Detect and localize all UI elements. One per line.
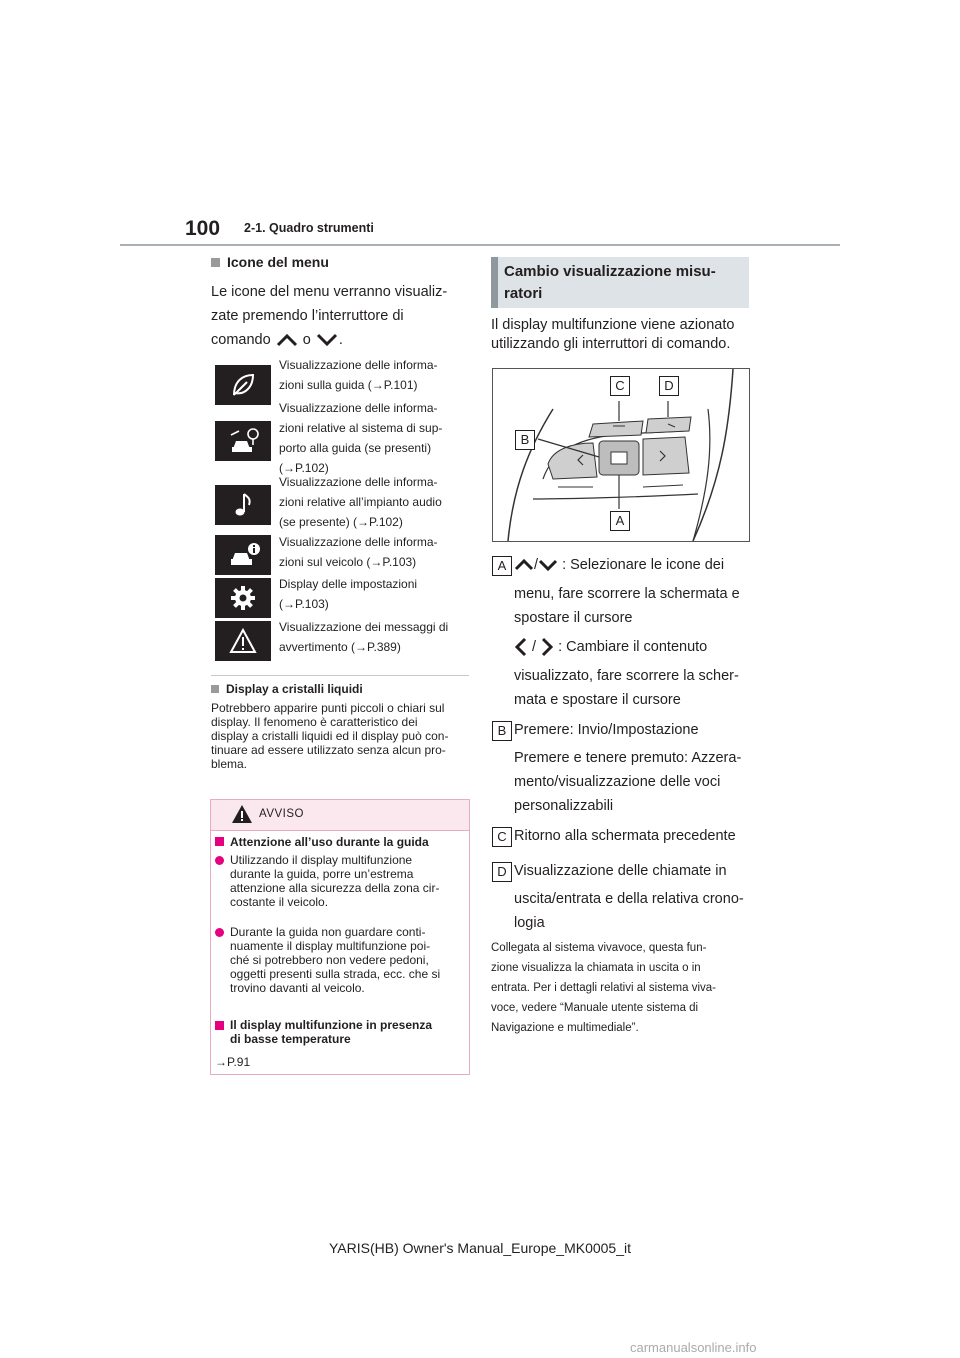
icon-desc-line: Visualizzazione dei messaggi di [279,620,449,634]
intro-comando: comando [211,332,271,348]
label-b: B [492,721,512,741]
menu-icons-heading [211,254,329,270]
note-line: voce, vedere “Manuale utente sistema di [491,1002,699,1014]
square-bullet-icon [215,1021,224,1030]
warning-line: trovino davanti al veicolo. [230,981,365,995]
warning-bullet-2 [215,925,465,995]
heading-text [504,261,744,305]
section-heading [491,257,749,308]
menu-icons-intro-2: zate premendo l’interruttore di [211,308,404,324]
intro-line: utilizzando gli interruttori di comando. [491,336,731,352]
warning-label: AVVISO [259,808,304,820]
driving-assist-icon [215,421,271,461]
diagram-label-d: D [659,376,679,396]
warning-line: costante il veicolo. [230,895,329,909]
section-title: 2-1. Quadro strumenti [244,221,374,235]
b-line: mento/visualizzazione delle voci [514,774,721,790]
icon-desc-line: Visualizzazione delle informa- [279,358,438,372]
icon-desc-line: (→P.102) [279,461,329,475]
section-divider [211,675,469,676]
icon-desc-line: zioni relative all’impianto audio [279,495,442,509]
heading-line: ratori [504,285,543,302]
diagram-label-b: B [515,430,535,450]
a2-text-1: : Cambiare il contenuto [558,639,708,655]
warning-line: ché si potrebbero non vedere pedoni, [230,953,429,967]
lcd-line: display a cristalli liquidi ed il display può con- [211,729,449,743]
heading-line: Cambio visualizzazione misu- [504,263,716,280]
a2-line-3: mata e spostare il cursore [514,692,681,708]
lcd-line: display. Il fenomeno è caratteristico dei [211,715,418,729]
intro-line: Il display multifunzione viene azionato [491,317,735,333]
music-note-icon [215,485,271,525]
a2-line-1 [514,635,707,659]
icon-desc-line: zioni sul veicolo (→P.103) [279,555,417,569]
header-rule [120,244,840,246]
gear-icon [215,578,271,618]
chevron-up-icon [275,332,299,348]
vehicle-info-icon [215,535,271,575]
note-line: Collegata al sistema vivavoce, questa fun- [491,942,707,954]
square-bullet-icon [211,685,219,693]
b-line: personalizzabili [514,798,614,814]
warning-line: nuamente il display multifunzione poi- [230,939,431,953]
b-line: Premere: Invio/Impostazione [514,722,699,738]
chevron-up-icon [514,558,534,572]
warning-box [210,799,470,1075]
intro-end: . [338,332,343,348]
label-d: D [492,862,512,882]
leaf-icon [215,365,271,405]
c-line: Ritorno alla schermata precedente [514,828,736,844]
lcd-body [211,701,471,771]
diagram-label-a: A [610,511,630,531]
a-text-1: : Selezionare le icone dei [562,557,725,573]
warning-heading-2 [215,1018,465,1046]
footer-text: YARIS(HB) Owner's Manual_Europe_MK0005_it [329,1240,631,1256]
lcd-line: tinuare ad essere utilizzato senza alcun pro- [211,743,446,757]
warning-h2-line: Il display multifunzione in presenza [230,1018,433,1032]
icon-desc-line: Visualizzazione delle informa- [279,401,438,415]
icon-desc-line: Visualizzazione delle informa- [279,475,438,489]
icon-desc-line: porto alla guida (se presenti) [279,441,432,455]
lcd-line: Potrebbero apparire punti piccoli o chiari sul [211,701,445,715]
label-c: C [492,827,512,847]
chevron-right-icon [540,637,554,657]
warning-header [211,800,469,831]
page-number: 100 [185,217,221,240]
chevron-down-icon [315,332,339,348]
round-bullet-icon [215,928,224,937]
warning-ref: →P.91 [215,1055,251,1069]
warning-h2-line: di basse temperature [230,1032,351,1046]
icon-desc-line: Visualizzazione delle informa- [279,535,438,549]
intro-or: o [302,332,311,348]
chevron-left-icon [514,637,528,657]
right-intro [491,316,734,354]
steering-switch-diagram [492,368,750,542]
a2-line-2: visualizzato, fare scorrere la scher- [514,668,739,684]
watermark: carmanualsonline.info [630,1340,757,1355]
a-line-1 [514,553,724,577]
square-bullet-icon [215,837,224,846]
warning-heading-1 [215,835,429,849]
note-line: zione visualizza la chiamata in uscita o in [491,962,701,974]
warning-line: Utilizzando il display multifunzione [230,853,413,867]
menu-icons-title: Icone del menu [227,254,329,270]
square-bullet-icon [211,258,220,267]
d-line: uscita/entrata e della relativa crono- [514,891,744,907]
lcd-line: blema. [211,757,248,771]
warning-line: attenzione alla sicurezza della zona cir- [230,881,440,895]
warning-triangle-icon [231,804,253,824]
note-line: Navigazione e multimediale”. [491,1022,639,1034]
a-line-2: menu, fare scorrere la schermata e [514,586,740,602]
a-line-3: spostare il cursore [514,610,633,626]
heading-accent-bar [491,257,498,308]
menu-icons-intro-1: Le icone del menu verranno visualiz- [211,284,448,300]
d-note [491,938,716,1038]
round-bullet-icon [215,856,224,865]
icon-desc-line: (→P.103) [279,597,329,611]
warning-triangle-icon [215,621,271,661]
icon-desc-line: Display delle impostazioni [279,577,418,591]
lcd-title: Display a cristalli liquidi [226,682,363,696]
b-line: Premere e tenere premuto: Azzera- [514,750,742,766]
warning-line: oggetti presenti sulla strada, ecc. che si [230,967,441,981]
icon-desc-line: zioni relative al sistema di sup- [279,421,443,435]
warning-bullet-1 [215,853,465,909]
icon-desc-line: (se presente) (→P.102) [279,515,403,529]
warning-line: durante la guida, porre un’estrema [230,867,414,881]
d-line: logia [514,915,545,931]
d-line: Visualizzazione delle chiamate in [514,863,727,879]
a2-separator: / [532,639,537,655]
diagram-label-c: C [610,376,630,396]
a-separator: / [534,557,539,573]
label-a: A [492,556,512,576]
menu-icons-intro-3 [211,328,343,352]
warning-h1-text: Attenzione all’uso durante la guida [230,835,429,849]
icon-desc-line: avvertimento (→P.389) [279,640,401,654]
chevron-down-icon [538,558,558,572]
warning-line: Durante la guida non guardare conti- [230,925,426,939]
note-line: entrata. Per i dettagli relativi al sistema viva- [491,982,716,994]
icon-desc-line: zioni sulla guida (→P.101) [279,378,418,392]
lcd-heading [211,682,363,696]
